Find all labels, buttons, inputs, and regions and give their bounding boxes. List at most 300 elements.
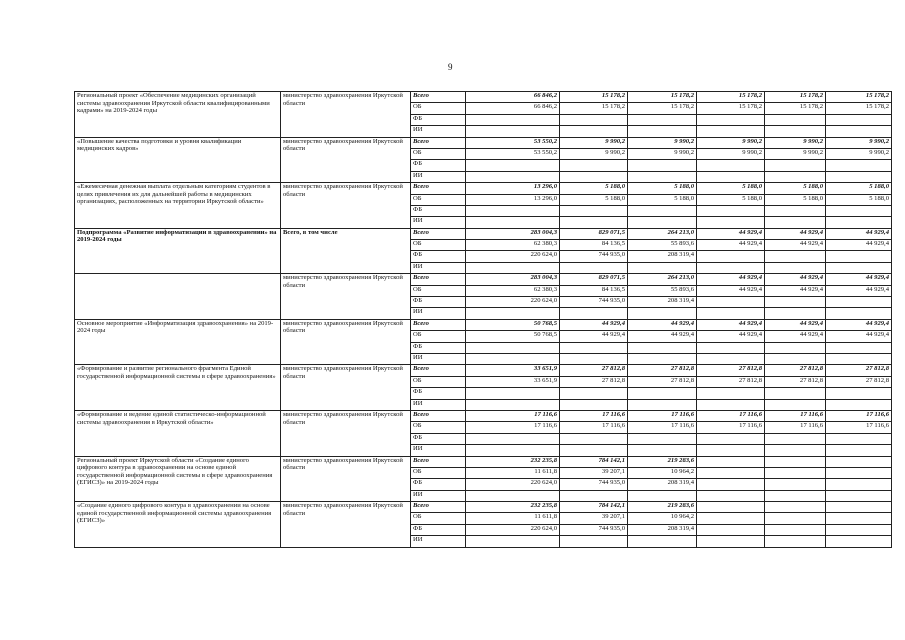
amount-cell: 220 624,0 (466, 297, 560, 308)
amount-cell (466, 308, 560, 319)
amount-cell (628, 445, 697, 456)
amount-cell: 219 283,6 (628, 502, 697, 513)
program-name-cell: «Создание единого цифрового контура в здравоохранении на основе единой государственной информационной системы здравоохранения (ЕГИСЗ)» (75, 502, 281, 548)
amount-cell: 5 188,0 (560, 194, 628, 205)
amount-cell (466, 114, 560, 125)
amount-cell (628, 399, 697, 410)
amount-cell: 17 116,6 (628, 410, 697, 421)
amount-cell: 17 116,6 (826, 422, 892, 433)
amount-cell: 44 929,4 (826, 331, 892, 342)
funding-source-cell: ИИ (411, 308, 466, 319)
executor-cell: министерство здравоохранения Иркутской области (281, 365, 411, 411)
amount-cell: 44 929,4 (765, 240, 826, 251)
amount-cell (765, 342, 826, 353)
amount-cell: 10 964,2 (628, 467, 697, 478)
amount-cell (466, 342, 560, 353)
funding-source-cell: Всего (411, 365, 466, 376)
amount-cell: 9 990,2 (765, 148, 826, 159)
amount-cell (697, 445, 765, 456)
table-row (75, 274, 892, 285)
amount-cell: 10 964,2 (628, 513, 697, 524)
amount-cell (466, 399, 560, 410)
amount-cell: 27 812,8 (628, 376, 697, 387)
amount-cell: 27 812,8 (826, 376, 892, 387)
amount-cell (826, 217, 892, 228)
amount-cell (466, 205, 560, 216)
amount-cell: 9 990,2 (765, 137, 826, 148)
amount-cell: 50 768,5 (466, 319, 560, 330)
amount-cell (765, 160, 826, 171)
amount-cell: 829 071,5 (560, 228, 628, 239)
amount-cell (765, 114, 826, 125)
amount-cell (466, 171, 560, 182)
amount-cell: 84 136,5 (560, 240, 628, 251)
amount-cell (765, 513, 826, 524)
amount-cell (826, 467, 892, 478)
amount-cell (765, 251, 826, 262)
funding-source-cell: Всего (411, 92, 466, 103)
amount-cell (628, 217, 697, 228)
amount-cell: 17 116,6 (560, 410, 628, 421)
funding-source-cell: ФБ (411, 433, 466, 444)
amount-cell: 17 116,6 (466, 422, 560, 433)
amount-cell (697, 524, 765, 535)
amount-cell (697, 513, 765, 524)
amount-cell: 744 935,0 (560, 251, 628, 262)
executor-cell: министерство здравоохранения Иркутской области (281, 410, 411, 456)
amount-cell (697, 160, 765, 171)
amount-cell (628, 262, 697, 273)
amount-cell: 220 624,0 (466, 479, 560, 490)
funding-source-cell: ОБ (411, 103, 466, 114)
amount-cell: 17 116,6 (697, 410, 765, 421)
amount-cell: 208 319,4 (628, 251, 697, 262)
amount-cell: 44 929,4 (697, 240, 765, 251)
table-row (75, 92, 892, 103)
amount-cell (466, 160, 560, 171)
amount-cell: 66 846,2 (466, 103, 560, 114)
amount-cell: 44 929,4 (697, 319, 765, 330)
amount-cell: 39 207,1 (560, 513, 628, 524)
amount-cell: 232 235,8 (466, 456, 560, 467)
table-row (75, 228, 892, 239)
amount-cell: 17 116,6 (628, 422, 697, 433)
amount-cell: 9 990,2 (697, 148, 765, 159)
funding-source-cell: Всего (411, 410, 466, 421)
amount-cell: 5 188,0 (826, 194, 892, 205)
executor-cell: министерство здравоохранения Иркутской области (281, 137, 411, 183)
amount-cell: 44 929,4 (628, 331, 697, 342)
program-name-cell: Основное мероприятие «Информатизация здравоохранения» на 2019-2024 годы (75, 319, 281, 365)
amount-cell: 44 929,4 (697, 331, 765, 342)
executor-cell: министерство здравоохранения Иркутской области (281, 183, 411, 229)
amount-cell: 9 990,2 (697, 137, 765, 148)
program-name-cell: «Формирование и ведение единой статистическо-информационной системы здравоохранения в Иркутской области» (75, 410, 281, 456)
amount-cell (765, 524, 826, 535)
amount-cell: 44 929,4 (765, 274, 826, 285)
amount-cell: 264 213,0 (628, 274, 697, 285)
amount-cell (697, 114, 765, 125)
amount-cell (765, 536, 826, 547)
funding-source-cell: Всего (411, 137, 466, 148)
amount-cell (826, 513, 892, 524)
amount-cell (765, 479, 826, 490)
amount-cell (826, 490, 892, 501)
funding-source-cell: ИИ (411, 126, 466, 137)
amount-cell (765, 456, 826, 467)
amount-cell (826, 160, 892, 171)
amount-cell (560, 399, 628, 410)
amount-cell: 11 611,8 (466, 467, 560, 478)
amount-cell: 5 188,0 (697, 183, 765, 194)
amount-cell (466, 536, 560, 547)
amount-cell: 13 296,0 (466, 183, 560, 194)
amount-cell: 44 929,4 (560, 331, 628, 342)
amount-cell (826, 297, 892, 308)
amount-cell: 53 550,2 (466, 137, 560, 148)
funding-source-cell: ФБ (411, 342, 466, 353)
amount-cell: 220 624,0 (466, 524, 560, 535)
amount-cell (697, 217, 765, 228)
amount-cell: 15 178,2 (697, 92, 765, 103)
funding-source-cell: ИИ (411, 490, 466, 501)
amount-cell (697, 342, 765, 353)
amount-cell (560, 490, 628, 501)
amount-cell (628, 490, 697, 501)
funding-source-cell: ФБ (411, 251, 466, 262)
amount-cell (466, 262, 560, 273)
table-row (75, 319, 892, 330)
funding-source-cell: ОБ (411, 376, 466, 387)
amount-cell: 44 929,4 (765, 285, 826, 296)
amount-cell: 9 990,2 (826, 148, 892, 159)
amount-cell (697, 205, 765, 216)
amount-cell: 44 929,4 (697, 228, 765, 239)
amount-cell (765, 217, 826, 228)
amount-cell: 84 136,5 (560, 285, 628, 296)
funding-source-cell: ФБ (411, 160, 466, 171)
table-row (75, 410, 892, 421)
amount-cell (765, 433, 826, 444)
funding-source-cell: Всего (411, 183, 466, 194)
amount-cell: 27 812,8 (560, 376, 628, 387)
amount-cell (826, 308, 892, 319)
amount-cell (466, 445, 560, 456)
budget-table (74, 91, 892, 548)
executor-cell: министерство здравоохранения Иркутской области (281, 319, 411, 365)
amount-cell: 17 116,6 (697, 422, 765, 433)
funding-source-cell: ОБ (411, 285, 466, 296)
funding-source-cell: ФБ (411, 388, 466, 399)
amount-cell: 9 990,2 (628, 148, 697, 159)
amount-cell: 27 812,8 (697, 365, 765, 376)
funding-source-cell: ИИ (411, 536, 466, 547)
amount-cell (560, 217, 628, 228)
funding-source-cell: ОБ (411, 331, 466, 342)
amount-cell: 62 380,3 (466, 285, 560, 296)
amount-cell (466, 433, 560, 444)
funding-source-cell: ФБ (411, 297, 466, 308)
amount-cell (560, 114, 628, 125)
table-row (75, 183, 892, 194)
table-row (75, 137, 892, 148)
amount-cell: 17 116,6 (826, 410, 892, 421)
amount-cell (697, 297, 765, 308)
amount-cell (826, 445, 892, 456)
amount-cell (628, 308, 697, 319)
executor-cell: министерство здравоохранения Иркутской области (281, 274, 411, 320)
funding-source-cell: ФБ (411, 524, 466, 535)
amount-cell (697, 536, 765, 547)
funding-source-cell: Всего (411, 274, 466, 285)
amount-cell (466, 126, 560, 137)
amount-cell: 5 188,0 (765, 194, 826, 205)
amount-cell: 15 178,2 (697, 103, 765, 114)
program-name-cell: «Формирование и развитие регионального фрагмента Единой государственной информационной системы в сфере здравоохранения» (75, 365, 281, 411)
funding-source-cell: ОБ (411, 422, 466, 433)
amount-cell: 208 319,4 (628, 479, 697, 490)
amount-cell: 44 929,4 (628, 319, 697, 330)
amount-cell (765, 126, 826, 137)
amount-cell (628, 126, 697, 137)
amount-cell (560, 536, 628, 547)
amount-cell: 17 116,6 (765, 422, 826, 433)
amount-cell: 27 812,8 (628, 365, 697, 376)
amount-cell (560, 126, 628, 137)
amount-cell (765, 308, 826, 319)
amount-cell (697, 433, 765, 444)
amount-cell: 53 550,2 (466, 148, 560, 159)
funding-source-cell: Всего (411, 228, 466, 239)
amount-cell (560, 342, 628, 353)
amount-cell: 15 178,2 (826, 103, 892, 114)
amount-cell: 232 235,8 (466, 502, 560, 513)
amount-cell: 5 188,0 (560, 183, 628, 194)
amount-cell (697, 479, 765, 490)
program-name-cell: Подпрограмма «Развитие информатизации в здравоохранении» на 2019-2024 годы (75, 228, 281, 274)
funding-source-cell: ОБ (411, 513, 466, 524)
amount-cell: 44 929,4 (765, 228, 826, 239)
amount-cell: 27 812,8 (826, 365, 892, 376)
amount-cell: 44 929,4 (560, 319, 628, 330)
amount-cell (765, 353, 826, 364)
amount-cell: 33 651,9 (466, 376, 560, 387)
amount-cell: 15 178,2 (765, 92, 826, 103)
amount-cell: 44 929,4 (826, 285, 892, 296)
amount-cell (826, 126, 892, 137)
executor-cell: министерство здравоохранения Иркутской области (281, 502, 411, 548)
amount-cell: 220 624,0 (466, 251, 560, 262)
amount-cell (697, 262, 765, 273)
amount-cell (765, 262, 826, 273)
amount-cell: 219 283,6 (628, 456, 697, 467)
amount-cell: 44 929,4 (826, 228, 892, 239)
amount-cell (628, 114, 697, 125)
amount-cell (826, 479, 892, 490)
amount-cell (826, 399, 892, 410)
amount-cell (826, 262, 892, 273)
amount-cell (628, 205, 697, 216)
amount-cell (560, 160, 628, 171)
amount-cell (765, 297, 826, 308)
amount-cell (697, 399, 765, 410)
amount-cell (697, 251, 765, 262)
amount-cell: 15 178,2 (560, 92, 628, 103)
funding-source-cell: ИИ (411, 445, 466, 456)
amount-cell (628, 353, 697, 364)
program-name-cell: Региональный проект Иркутской области «Создание единого цифрового контура в здравоохранении на основе единой государственной информационной системы в сфере здравоохранения (ЕГИСЗ)» на 2019-2024 годы (75, 456, 281, 502)
amount-cell: 5 188,0 (628, 194, 697, 205)
amount-cell (826, 456, 892, 467)
amount-cell (826, 114, 892, 125)
amount-cell: 15 178,2 (765, 103, 826, 114)
amount-cell (560, 308, 628, 319)
amount-cell: 5 188,0 (826, 183, 892, 194)
executor-cell: министерство здравоохранения Иркутской области (281, 456, 411, 502)
amount-cell: 44 929,4 (826, 240, 892, 251)
program-name-cell: Региональный проект «Обеспечение медицинских организаций системы здравоохранения Иркутской области квалифицированными кадрами» на 2019-2024 годы (75, 92, 281, 138)
amount-cell: 39 207,1 (560, 467, 628, 478)
amount-cell (765, 388, 826, 399)
amount-cell (560, 205, 628, 216)
funding-source-cell: ОБ (411, 467, 466, 478)
executor-cell: Всего, в том числе (281, 228, 411, 274)
amount-cell: 744 935,0 (560, 524, 628, 535)
program-name-cell: «Повышение качества подготовки и уровня квалификации медицинских кадров» (75, 137, 281, 183)
amount-cell: 44 929,4 (765, 319, 826, 330)
amount-cell: 44 929,4 (697, 274, 765, 285)
funding-source-cell: ИИ (411, 353, 466, 364)
amount-cell: 66 846,2 (466, 92, 560, 103)
funding-source-cell: ИИ (411, 217, 466, 228)
amount-cell (697, 502, 765, 513)
amount-cell: 13 296,0 (466, 194, 560, 205)
amount-cell: 55 893,6 (628, 240, 697, 251)
table-row (75, 502, 892, 513)
funding-source-cell: ФБ (411, 479, 466, 490)
amount-cell: 744 935,0 (560, 297, 628, 308)
amount-cell (765, 205, 826, 216)
amount-cell: 17 116,6 (765, 410, 826, 421)
amount-cell (826, 251, 892, 262)
amount-cell (628, 433, 697, 444)
amount-cell: 208 319,4 (628, 297, 697, 308)
amount-cell (560, 171, 628, 182)
amount-cell: 5 188,0 (628, 183, 697, 194)
amount-cell (826, 205, 892, 216)
amount-cell: 44 929,4 (826, 319, 892, 330)
amount-cell: 11 611,8 (466, 513, 560, 524)
amount-cell (628, 342, 697, 353)
amount-cell (466, 353, 560, 364)
amount-cell (765, 502, 826, 513)
amount-cell (826, 536, 892, 547)
amount-cell: 33 651,9 (466, 365, 560, 376)
amount-cell: 784 142,1 (560, 502, 628, 513)
amount-cell (697, 456, 765, 467)
page-number: 9 (448, 62, 453, 72)
amount-cell: 17 116,6 (466, 410, 560, 421)
program-name-cell: «Ежемесячная денежная выплата отдельным категориям студентов в целях привлечения их для дальнейшей работы в медицинских организациях, расположенных на территории Иркутской области» (75, 183, 281, 229)
amount-cell (765, 467, 826, 478)
amount-cell (466, 217, 560, 228)
amount-cell (765, 445, 826, 456)
amount-cell: 744 935,0 (560, 479, 628, 490)
amount-cell (560, 433, 628, 444)
amount-cell: 784 142,1 (560, 456, 628, 467)
amount-cell: 208 319,4 (628, 524, 697, 535)
amount-cell (697, 171, 765, 182)
amount-cell (826, 388, 892, 399)
amount-cell (697, 126, 765, 137)
amount-cell (826, 353, 892, 364)
funding-source-cell: ОБ (411, 148, 466, 159)
amount-cell (765, 171, 826, 182)
amount-cell (628, 388, 697, 399)
amount-cell (697, 490, 765, 501)
program-name-cell (75, 274, 281, 320)
amount-cell (697, 353, 765, 364)
funding-source-cell: Всего (411, 456, 466, 467)
amount-cell: 27 812,8 (765, 365, 826, 376)
amount-cell: 15 178,2 (826, 92, 892, 103)
amount-cell (826, 524, 892, 535)
amount-cell: 44 929,4 (765, 331, 826, 342)
amount-cell (697, 467, 765, 478)
amount-cell (697, 308, 765, 319)
amount-cell: 17 116,6 (560, 422, 628, 433)
amount-cell: 9 990,2 (560, 137, 628, 148)
amount-cell: 44 929,4 (826, 274, 892, 285)
amount-cell: 9 990,2 (826, 137, 892, 148)
amount-cell (826, 342, 892, 353)
amount-cell: 62 380,3 (466, 240, 560, 251)
amount-cell (826, 171, 892, 182)
amount-cell (560, 445, 628, 456)
amount-cell: 15 178,2 (628, 103, 697, 114)
amount-cell: 9 990,2 (560, 148, 628, 159)
funding-source-cell: ИИ (411, 171, 466, 182)
funding-source-cell: ИИ (411, 399, 466, 410)
amount-cell: 5 188,0 (765, 183, 826, 194)
funding-source-cell: ИИ (411, 262, 466, 273)
amount-cell: 283 004,3 (466, 274, 560, 285)
amount-cell (826, 502, 892, 513)
amount-cell: 44 929,4 (697, 285, 765, 296)
funding-source-cell: Всего (411, 319, 466, 330)
amount-cell: 283 004,3 (466, 228, 560, 239)
amount-cell: 55 893,6 (628, 285, 697, 296)
amount-cell: 829 071,5 (560, 274, 628, 285)
funding-source-cell: ОБ (411, 240, 466, 251)
executor-cell: министерство здравоохранения Иркутской области (281, 92, 411, 138)
amount-cell (765, 490, 826, 501)
funding-source-cell: ФБ (411, 205, 466, 216)
funding-source-cell: ОБ (411, 194, 466, 205)
funding-source-cell: Всего (411, 502, 466, 513)
funding-source-cell: ФБ (411, 114, 466, 125)
amount-cell: 27 812,8 (697, 376, 765, 387)
table-row (75, 365, 892, 376)
amount-cell (560, 353, 628, 364)
amount-cell (765, 399, 826, 410)
amount-cell: 15 178,2 (628, 92, 697, 103)
amount-cell: 50 768,5 (466, 331, 560, 342)
amount-cell: 27 812,8 (560, 365, 628, 376)
amount-cell: 5 188,0 (697, 194, 765, 205)
amount-cell (697, 388, 765, 399)
amount-cell (466, 388, 560, 399)
